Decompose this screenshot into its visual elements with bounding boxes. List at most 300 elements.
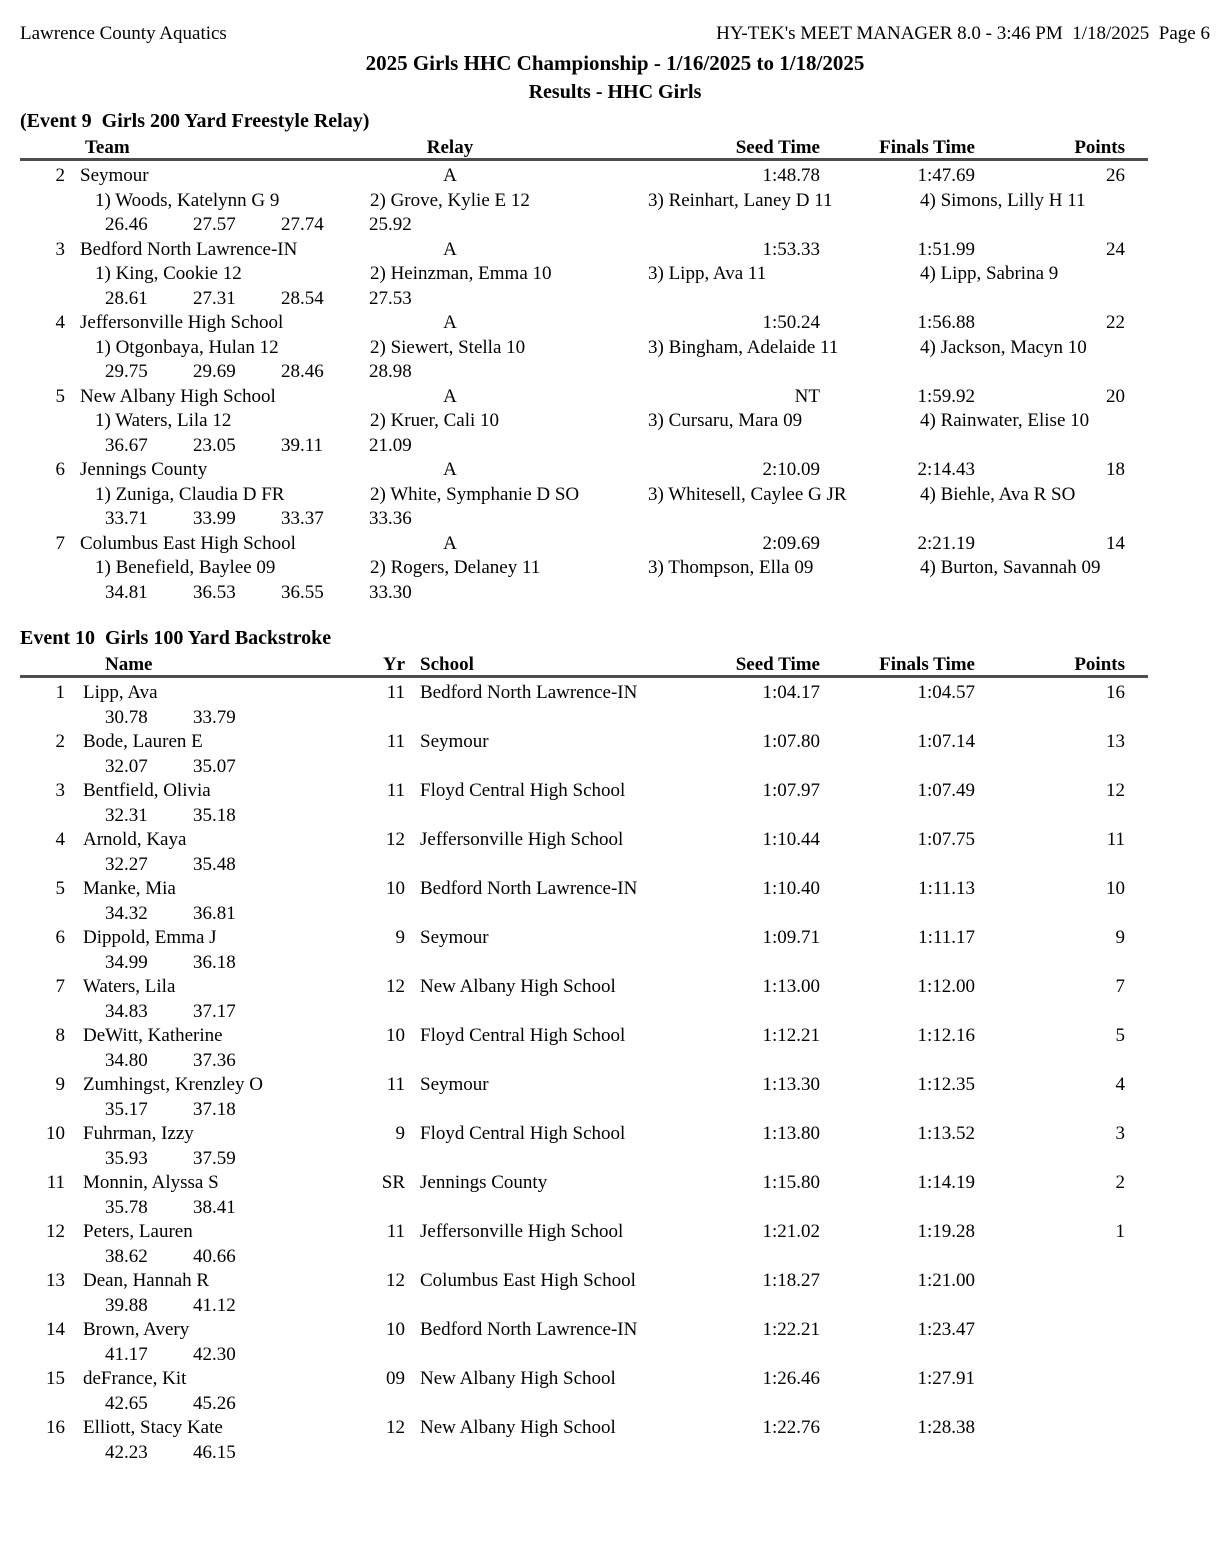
event-10-column-header bbox=[0, 652, 1230, 677]
school-column-header: School bbox=[420, 654, 474, 675]
split-time: 34.80 bbox=[105, 1049, 148, 1071]
school-name: Bedford North Lawrence-IN bbox=[420, 1319, 638, 1340]
relay-rank: 4 bbox=[55, 312, 65, 333]
event-9-heading: (Event 9 Girls 200 Yard Freestyle Relay) bbox=[20, 110, 370, 132]
swimmer-name: Monnin, Alyssa S bbox=[83, 1172, 219, 1193]
relay-splits-line bbox=[0, 434, 1230, 459]
relay-finals-time: 2:14.43 bbox=[917, 459, 975, 480]
individual-result-main-line bbox=[0, 828, 1230, 853]
individual-result-row bbox=[0, 975, 1230, 1024]
split-time: 42.30 bbox=[193, 1343, 236, 1365]
individual-result-main-line bbox=[0, 1171, 1230, 1196]
finals-time: 1:27.91 bbox=[917, 1368, 975, 1389]
seed-time: 1:12.21 bbox=[762, 1025, 820, 1046]
individual-splits-line bbox=[0, 1000, 1230, 1025]
individual-result-row bbox=[0, 1024, 1230, 1073]
split-time: 32.07 bbox=[105, 755, 148, 777]
result-rank: 9 bbox=[55, 1074, 65, 1095]
individual-result-main-line bbox=[0, 975, 1230, 1000]
result-rank: 13 bbox=[46, 1270, 65, 1291]
finals-time: 1:07.14 bbox=[917, 731, 975, 752]
split-time: 26.46 bbox=[105, 214, 148, 235]
swimmer-year: 9 bbox=[395, 1123, 405, 1144]
relay-result-main-line bbox=[0, 532, 1230, 557]
swimmer-name: Fuhrman, Izzy bbox=[83, 1123, 194, 1144]
swimmer-name: Lipp, Ava bbox=[83, 682, 158, 703]
relay-result-row bbox=[0, 458, 1230, 532]
relay-finals-time: 1:56.88 bbox=[917, 312, 975, 333]
result-rank: 8 bbox=[55, 1025, 65, 1046]
rank-column-spacer bbox=[0, 135, 65, 160]
relay-swimmer: 2) Rogers, Delaney 11 bbox=[370, 557, 541, 578]
split-time: 34.99 bbox=[105, 951, 148, 973]
individual-splits-line bbox=[0, 902, 1230, 927]
swimmer-name: Bode, Lauren E bbox=[83, 731, 203, 752]
finals-time: 1:12.35 bbox=[917, 1074, 975, 1095]
individual-splits-line bbox=[0, 1147, 1230, 1172]
relay-points: 14 bbox=[1106, 532, 1125, 554]
finals-time: 1:07.49 bbox=[917, 780, 975, 801]
points-column-header: Points bbox=[1074, 654, 1125, 675]
split-time: 36.67 bbox=[105, 434, 148, 456]
split-time: 46.15 bbox=[193, 1441, 236, 1463]
relay-swimmer: 3) Lipp, Ava 11 bbox=[648, 263, 767, 284]
relay-swimmers-line bbox=[0, 262, 1230, 287]
result-rank: 15 bbox=[46, 1368, 65, 1389]
school-name: Jeffersonville High School bbox=[420, 1221, 624, 1242]
points: 16 bbox=[1106, 682, 1125, 703]
individual-result-row bbox=[0, 877, 1230, 926]
event-10-section bbox=[0, 625, 1230, 1465]
relay-column-header: Relay bbox=[426, 137, 474, 158]
seed-time: 1:13.00 bbox=[762, 976, 820, 997]
relay-swimmer: 1) Otgonbaya, Hulan 12 bbox=[95, 336, 279, 358]
finals-time: 1:19.28 bbox=[917, 1221, 975, 1242]
relay-points: 26 bbox=[1106, 165, 1125, 186]
finals-time: 1:11.13 bbox=[918, 878, 975, 899]
individual-result-main-line bbox=[0, 1367, 1230, 1392]
relay-swimmer: 3) Cursaru, Mara 09 bbox=[648, 410, 803, 431]
result-rank: 12 bbox=[46, 1221, 65, 1242]
relay-seed-time: 1:50.24 bbox=[762, 312, 820, 333]
individual-result-row bbox=[0, 779, 1230, 828]
relay-swimmer: 2) Heinzman, Emma 10 bbox=[370, 263, 552, 284]
seed-time: 1:10.40 bbox=[762, 878, 820, 899]
report-header bbox=[0, 22, 1230, 46]
finals-time: 1:07.75 bbox=[917, 829, 975, 850]
relay-swimmer: 1) Zuniga, Claudia D FR bbox=[95, 483, 285, 505]
swimmer-name: deFrance, Kit bbox=[83, 1368, 187, 1389]
individual-result-main-line bbox=[0, 1122, 1230, 1147]
relay-rank: 6 bbox=[55, 459, 65, 480]
split-time: 36.81 bbox=[193, 902, 236, 924]
relay-swimmers-line bbox=[0, 336, 1230, 361]
relay-seed-time: NT bbox=[794, 385, 820, 407]
individual-splits-line bbox=[0, 1098, 1230, 1123]
relay-letter: A bbox=[443, 459, 457, 480]
split-time: 27.57 bbox=[193, 214, 236, 235]
relay-team: Jennings County bbox=[80, 459, 208, 480]
points bbox=[975, 1269, 1125, 1294]
split-time: 29.69 bbox=[193, 361, 236, 382]
points: 13 bbox=[1106, 731, 1125, 752]
swimmer-name: Dean, Hannah R bbox=[83, 1270, 210, 1291]
seed-time: 1:22.21 bbox=[762, 1319, 820, 1340]
seed-time: 1:15.80 bbox=[762, 1172, 820, 1193]
split-time: 30.78 bbox=[105, 706, 148, 728]
relay-team: Bedford North Lawrence-IN bbox=[80, 238, 298, 260]
swimmer-name: Waters, Lila bbox=[83, 976, 176, 997]
school-name: Floyd Central High School bbox=[420, 1123, 626, 1144]
points bbox=[975, 1318, 1125, 1343]
swimmer-name: Arnold, Kaya bbox=[83, 829, 187, 850]
individual-splits-line bbox=[0, 755, 1230, 780]
individual-splits-line bbox=[0, 1294, 1230, 1319]
split-time: 45.26 bbox=[193, 1392, 236, 1414]
swimmer-year: SR bbox=[381, 1172, 405, 1193]
yr-column-header: Yr bbox=[382, 654, 405, 675]
split-time: 37.59 bbox=[193, 1147, 236, 1169]
school-name: Bedford North Lawrence-IN bbox=[420, 878, 638, 899]
individual-result-row bbox=[0, 1073, 1230, 1122]
relay-swimmer: 3) Reinhart, Laney D 11 bbox=[648, 189, 833, 211]
relay-swimmer: 4) Jackson, Macyn 10 bbox=[920, 336, 1087, 358]
swimmer-year: 11 bbox=[386, 1074, 405, 1095]
relay-points: 18 bbox=[1106, 459, 1125, 480]
seed-time: 1:18.27 bbox=[762, 1270, 820, 1291]
split-time: 38.41 bbox=[193, 1196, 236, 1218]
split-time: 35.17 bbox=[105, 1098, 148, 1120]
result-rank: 1 bbox=[55, 682, 65, 703]
individual-result-main-line bbox=[0, 1269, 1230, 1294]
finals-time: 1:04.57 bbox=[917, 682, 975, 703]
event-10-heading: Event 10 Girls 100 Yard Backstroke bbox=[20, 627, 332, 649]
relay-result-main-line bbox=[0, 238, 1230, 263]
school-name: Jennings County bbox=[420, 1172, 548, 1193]
relay-result-row bbox=[0, 532, 1230, 606]
relay-swimmer: 1) Waters, Lila 12 bbox=[95, 410, 232, 431]
points: 7 bbox=[1115, 976, 1125, 997]
individual-result-row bbox=[0, 1367, 1230, 1416]
school-name: Floyd Central High School bbox=[420, 1025, 626, 1046]
swimmer-year: 12 bbox=[386, 976, 405, 997]
individual-result-row bbox=[0, 1318, 1230, 1367]
relay-team: Columbus East High School bbox=[80, 532, 296, 554]
seed-time: 1:09.71 bbox=[762, 927, 820, 948]
seed-time: 1:04.17 bbox=[762, 682, 820, 703]
split-time: 37.18 bbox=[193, 1098, 236, 1120]
school-name: Seymour bbox=[420, 1074, 489, 1095]
relay-finals-time: 1:59.92 bbox=[917, 385, 975, 407]
split-time: 33.71 bbox=[105, 508, 148, 529]
team-column-header: Team bbox=[85, 137, 130, 158]
result-rank: 7 bbox=[55, 976, 65, 997]
event-10-results bbox=[0, 681, 1230, 1465]
relay-swimmer: 2) White, Symphanie D SO bbox=[370, 483, 580, 505]
relay-result-row bbox=[0, 238, 1230, 312]
individual-result-main-line bbox=[0, 1416, 1230, 1441]
relay-result-row bbox=[0, 311, 1230, 385]
individual-result-main-line bbox=[0, 1318, 1230, 1343]
relay-swimmers-line bbox=[0, 483, 1230, 508]
relay-swimmer: 3) Thompson, Ella 09 bbox=[648, 557, 814, 578]
relay-swimmer: 2) Siewert, Stella 10 bbox=[370, 336, 526, 358]
split-time: 34.32 bbox=[105, 902, 148, 924]
seed-time: 1:07.80 bbox=[762, 731, 820, 752]
split-time: 35.93 bbox=[105, 1147, 148, 1169]
swimmer-year: 12 bbox=[386, 1417, 405, 1438]
split-time: 27.74 bbox=[281, 214, 324, 235]
swimmer-year: 10 bbox=[386, 878, 405, 899]
individual-result-row bbox=[0, 828, 1230, 877]
points bbox=[975, 1416, 1125, 1441]
result-rank: 16 bbox=[46, 1417, 65, 1438]
relay-seed-time: 2:09.69 bbox=[762, 532, 820, 554]
swimmer-year: 11 bbox=[386, 682, 405, 703]
school-name: Seymour bbox=[420, 731, 489, 752]
relay-result-main-line bbox=[0, 458, 1230, 483]
seed-time-column-header: Seed Time bbox=[735, 654, 820, 675]
split-time: 28.98 bbox=[369, 361, 412, 382]
split-time: 27.31 bbox=[193, 287, 236, 309]
points: 4 bbox=[1115, 1074, 1125, 1095]
result-rank: 10 bbox=[46, 1123, 65, 1144]
relay-points: 24 bbox=[1106, 238, 1125, 260]
individual-result-row bbox=[0, 926, 1230, 975]
swimmer-name: Elliott, Stacy Kate bbox=[83, 1417, 223, 1438]
individual-result-row bbox=[0, 1122, 1230, 1171]
swimmer-year: 11 bbox=[386, 731, 405, 752]
relay-finals-time: 2:21.19 bbox=[917, 532, 975, 554]
swimmer-year: 09 bbox=[386, 1368, 405, 1389]
relay-rank: 2 bbox=[55, 165, 65, 186]
seed-time: 1:13.80 bbox=[762, 1123, 820, 1144]
result-rank: 5 bbox=[55, 878, 65, 899]
finals-time: 1:23.47 bbox=[917, 1319, 975, 1340]
individual-result-main-line bbox=[0, 877, 1230, 902]
individual-splits-line bbox=[0, 1196, 1230, 1221]
finals-time: 1:12.16 bbox=[917, 1025, 975, 1046]
individual-result-main-line bbox=[0, 1073, 1230, 1098]
swimmer-year: 11 bbox=[386, 780, 405, 801]
split-time: 23.05 bbox=[193, 434, 236, 456]
split-time: 34.83 bbox=[105, 1000, 148, 1022]
individual-result-row bbox=[0, 1171, 1230, 1220]
seed-time: 1:10.44 bbox=[762, 829, 820, 850]
seed-time: 1:13.30 bbox=[762, 1074, 820, 1095]
swimmer-name: Brown, Avery bbox=[83, 1319, 190, 1340]
school-name: Jeffersonville High School bbox=[420, 829, 624, 850]
split-time: 33.37 bbox=[281, 508, 324, 529]
split-time: 38.62 bbox=[105, 1245, 148, 1267]
result-rank: 3 bbox=[55, 780, 65, 801]
split-time: 28.46 bbox=[281, 361, 324, 382]
individual-result-main-line bbox=[0, 779, 1230, 804]
swimmer-year: 12 bbox=[386, 829, 405, 850]
swimmer-name: Dippold, Emma J bbox=[83, 927, 217, 948]
split-time: 42.23 bbox=[105, 1441, 148, 1463]
finals-time: 1:13.52 bbox=[917, 1123, 975, 1144]
points: 10 bbox=[1106, 878, 1125, 899]
relay-seed-time: 1:48.78 bbox=[762, 165, 820, 186]
split-time: 41.12 bbox=[193, 1294, 236, 1316]
points: 5 bbox=[1115, 1025, 1125, 1046]
relay-result-main-line bbox=[0, 164, 1230, 189]
school-name: New Albany High School bbox=[420, 1368, 616, 1389]
facility-name: Lawrence County Aquatics bbox=[20, 23, 227, 44]
split-time: 36.18 bbox=[193, 951, 236, 973]
school-name: Seymour bbox=[420, 927, 489, 948]
school-name: New Albany High School bbox=[420, 1417, 616, 1438]
event-9-column-header bbox=[0, 135, 1230, 160]
individual-result-row bbox=[0, 681, 1230, 730]
split-time: 25.92 bbox=[369, 214, 412, 235]
swimmer-name: Manke, Mia bbox=[83, 878, 176, 899]
relay-rank: 3 bbox=[55, 238, 65, 260]
relay-result-row bbox=[0, 385, 1230, 459]
split-time: 35.07 bbox=[193, 755, 236, 777]
split-time: 35.18 bbox=[193, 804, 236, 826]
relay-team: Jeffersonville High School bbox=[80, 312, 284, 333]
split-time: 32.31 bbox=[105, 804, 148, 826]
seed-time: 1:21.02 bbox=[762, 1221, 820, 1242]
split-time: 37.36 bbox=[193, 1049, 236, 1071]
points: 12 bbox=[1106, 780, 1125, 801]
split-time: 21.09 bbox=[369, 434, 412, 456]
relay-seed-time: 1:53.33 bbox=[762, 238, 820, 260]
report-meta: HY-TEK's MEET MANAGER 8.0 - 3:46 PM 1/18/2025 Page 6 bbox=[716, 23, 1210, 44]
swimmer-name: DeWitt, Katherine bbox=[83, 1025, 223, 1046]
relay-result-main-line bbox=[0, 311, 1230, 336]
split-time: 41.17 bbox=[105, 1343, 148, 1365]
relay-swimmers-line bbox=[0, 556, 1230, 581]
individual-splits-line bbox=[0, 1441, 1230, 1466]
relay-seed-time: 2:10.09 bbox=[762, 459, 820, 480]
relay-letter: A bbox=[443, 165, 457, 186]
swimmer-year: 10 bbox=[386, 1319, 405, 1340]
seed-time: 1:26.46 bbox=[762, 1368, 820, 1389]
relay-splits-line bbox=[0, 287, 1230, 312]
split-time: 39.88 bbox=[105, 1294, 148, 1316]
split-time: 33.36 bbox=[369, 508, 412, 529]
swimmer-year: 12 bbox=[386, 1270, 405, 1291]
points-column-header: Points bbox=[1074, 137, 1125, 158]
points: 9 bbox=[1115, 927, 1125, 948]
result-rank: 4 bbox=[55, 829, 65, 850]
split-time: 28.54 bbox=[281, 287, 324, 309]
finals-time: 1:12.00 bbox=[917, 976, 975, 997]
relay-swimmer: 1) Woods, Katelynn G 9 bbox=[95, 189, 280, 211]
individual-splits-line bbox=[0, 1245, 1230, 1270]
finals-time: 1:28.38 bbox=[917, 1417, 975, 1438]
split-time: 39.11 bbox=[281, 434, 324, 456]
relay-rank: 7 bbox=[55, 532, 65, 554]
relay-letter: A bbox=[443, 532, 457, 554]
school-name: Columbus East High School bbox=[420, 1270, 636, 1291]
event-9-section bbox=[0, 108, 1230, 605]
relay-points: 22 bbox=[1106, 312, 1125, 333]
split-time: 36.55 bbox=[281, 581, 324, 603]
individual-result-main-line bbox=[0, 681, 1230, 706]
relay-letter: A bbox=[443, 385, 457, 407]
individual-result-main-line bbox=[0, 730, 1230, 755]
swimmer-name: Zumhingst, Krenzley O bbox=[83, 1074, 263, 1095]
split-time: 35.78 bbox=[105, 1196, 148, 1218]
swimmer-year: 10 bbox=[386, 1025, 405, 1046]
relay-swimmer: 4) Rainwater, Elise 10 bbox=[920, 410, 1090, 431]
relay-team: New Albany High School bbox=[80, 385, 276, 407]
relay-swimmer: 3) Bingham, Adelaide 11 bbox=[648, 336, 839, 358]
relay-letter: A bbox=[443, 312, 457, 333]
relay-splits-line bbox=[0, 213, 1230, 238]
split-time: 27.53 bbox=[369, 287, 412, 309]
relay-finals-time: 1:47.69 bbox=[917, 165, 975, 186]
finals-time: 1:14.19 bbox=[917, 1172, 975, 1193]
relay-swimmer: 1) King, Cookie 12 bbox=[95, 263, 242, 284]
individual-splits-line bbox=[0, 951, 1230, 976]
relay-swimmer: 3) Whitesell, Caylee G JR bbox=[648, 483, 847, 505]
relay-rank: 5 bbox=[55, 385, 65, 407]
individual-result-row bbox=[0, 1220, 1230, 1269]
relay-result-row bbox=[0, 164, 1230, 238]
rank-column-spacer bbox=[0, 652, 65, 677]
result-rank: 6 bbox=[55, 927, 65, 948]
split-time: 33.79 bbox=[193, 706, 236, 728]
individual-result-row bbox=[0, 730, 1230, 779]
individual-splits-line bbox=[0, 706, 1230, 731]
meet-subtitle: Results - HHC Girls bbox=[528, 81, 702, 103]
individual-splits-line bbox=[0, 1392, 1230, 1417]
seed-time-column-header: Seed Time bbox=[735, 137, 820, 158]
relay-swimmer: 2) Kruer, Cali 10 bbox=[370, 410, 500, 431]
finals-time-column-header: Finals Time bbox=[879, 654, 975, 675]
swimmer-name: Bentfield, Olivia bbox=[83, 780, 211, 801]
individual-result-main-line bbox=[0, 1024, 1230, 1049]
relay-swimmer: 4) Biehle, Ava R SO bbox=[920, 483, 1076, 505]
school-name: New Albany High School bbox=[420, 976, 616, 997]
relay-swimmers-line bbox=[0, 409, 1230, 434]
individual-result-main-line bbox=[0, 926, 1230, 951]
relay-swimmers-line bbox=[0, 189, 1230, 214]
individual-splits-line bbox=[0, 1343, 1230, 1368]
points: 1 bbox=[1115, 1221, 1125, 1242]
relay-splits-line bbox=[0, 360, 1230, 385]
swimmer-year: 9 bbox=[395, 927, 405, 948]
individual-splits-line bbox=[0, 1049, 1230, 1074]
event-9-results bbox=[0, 164, 1230, 605]
result-rank: 14 bbox=[46, 1319, 65, 1340]
finals-time-column-header: Finals Time bbox=[879, 137, 975, 158]
relay-letter: A bbox=[443, 238, 457, 260]
relay-swimmer: 2) Grove, Kylie E 12 bbox=[370, 189, 530, 211]
relay-splits-line bbox=[0, 507, 1230, 532]
relay-swimmer: 4) Simons, Lilly H 11 bbox=[920, 189, 1086, 211]
finals-time: 1:11.17 bbox=[918, 927, 975, 948]
relay-splits-line bbox=[0, 581, 1230, 606]
points bbox=[975, 1367, 1125, 1392]
points: 11 bbox=[1106, 829, 1125, 850]
swimmer-name: Peters, Lauren bbox=[83, 1221, 193, 1242]
points: 2 bbox=[1115, 1172, 1125, 1193]
split-time: 35.48 bbox=[193, 853, 236, 875]
split-time: 33.30 bbox=[369, 581, 412, 603]
meet-title: 2025 Girls HHC Championship - 1/16/2025 to 1/18/2025 bbox=[365, 51, 865, 75]
relay-swimmer: 4) Burton, Savannah 09 bbox=[920, 557, 1101, 578]
seed-time: 1:22.76 bbox=[762, 1417, 820, 1438]
split-time: 34.81 bbox=[105, 581, 148, 603]
split-time: 40.66 bbox=[193, 1245, 236, 1267]
relay-team: Seymour bbox=[80, 165, 149, 186]
